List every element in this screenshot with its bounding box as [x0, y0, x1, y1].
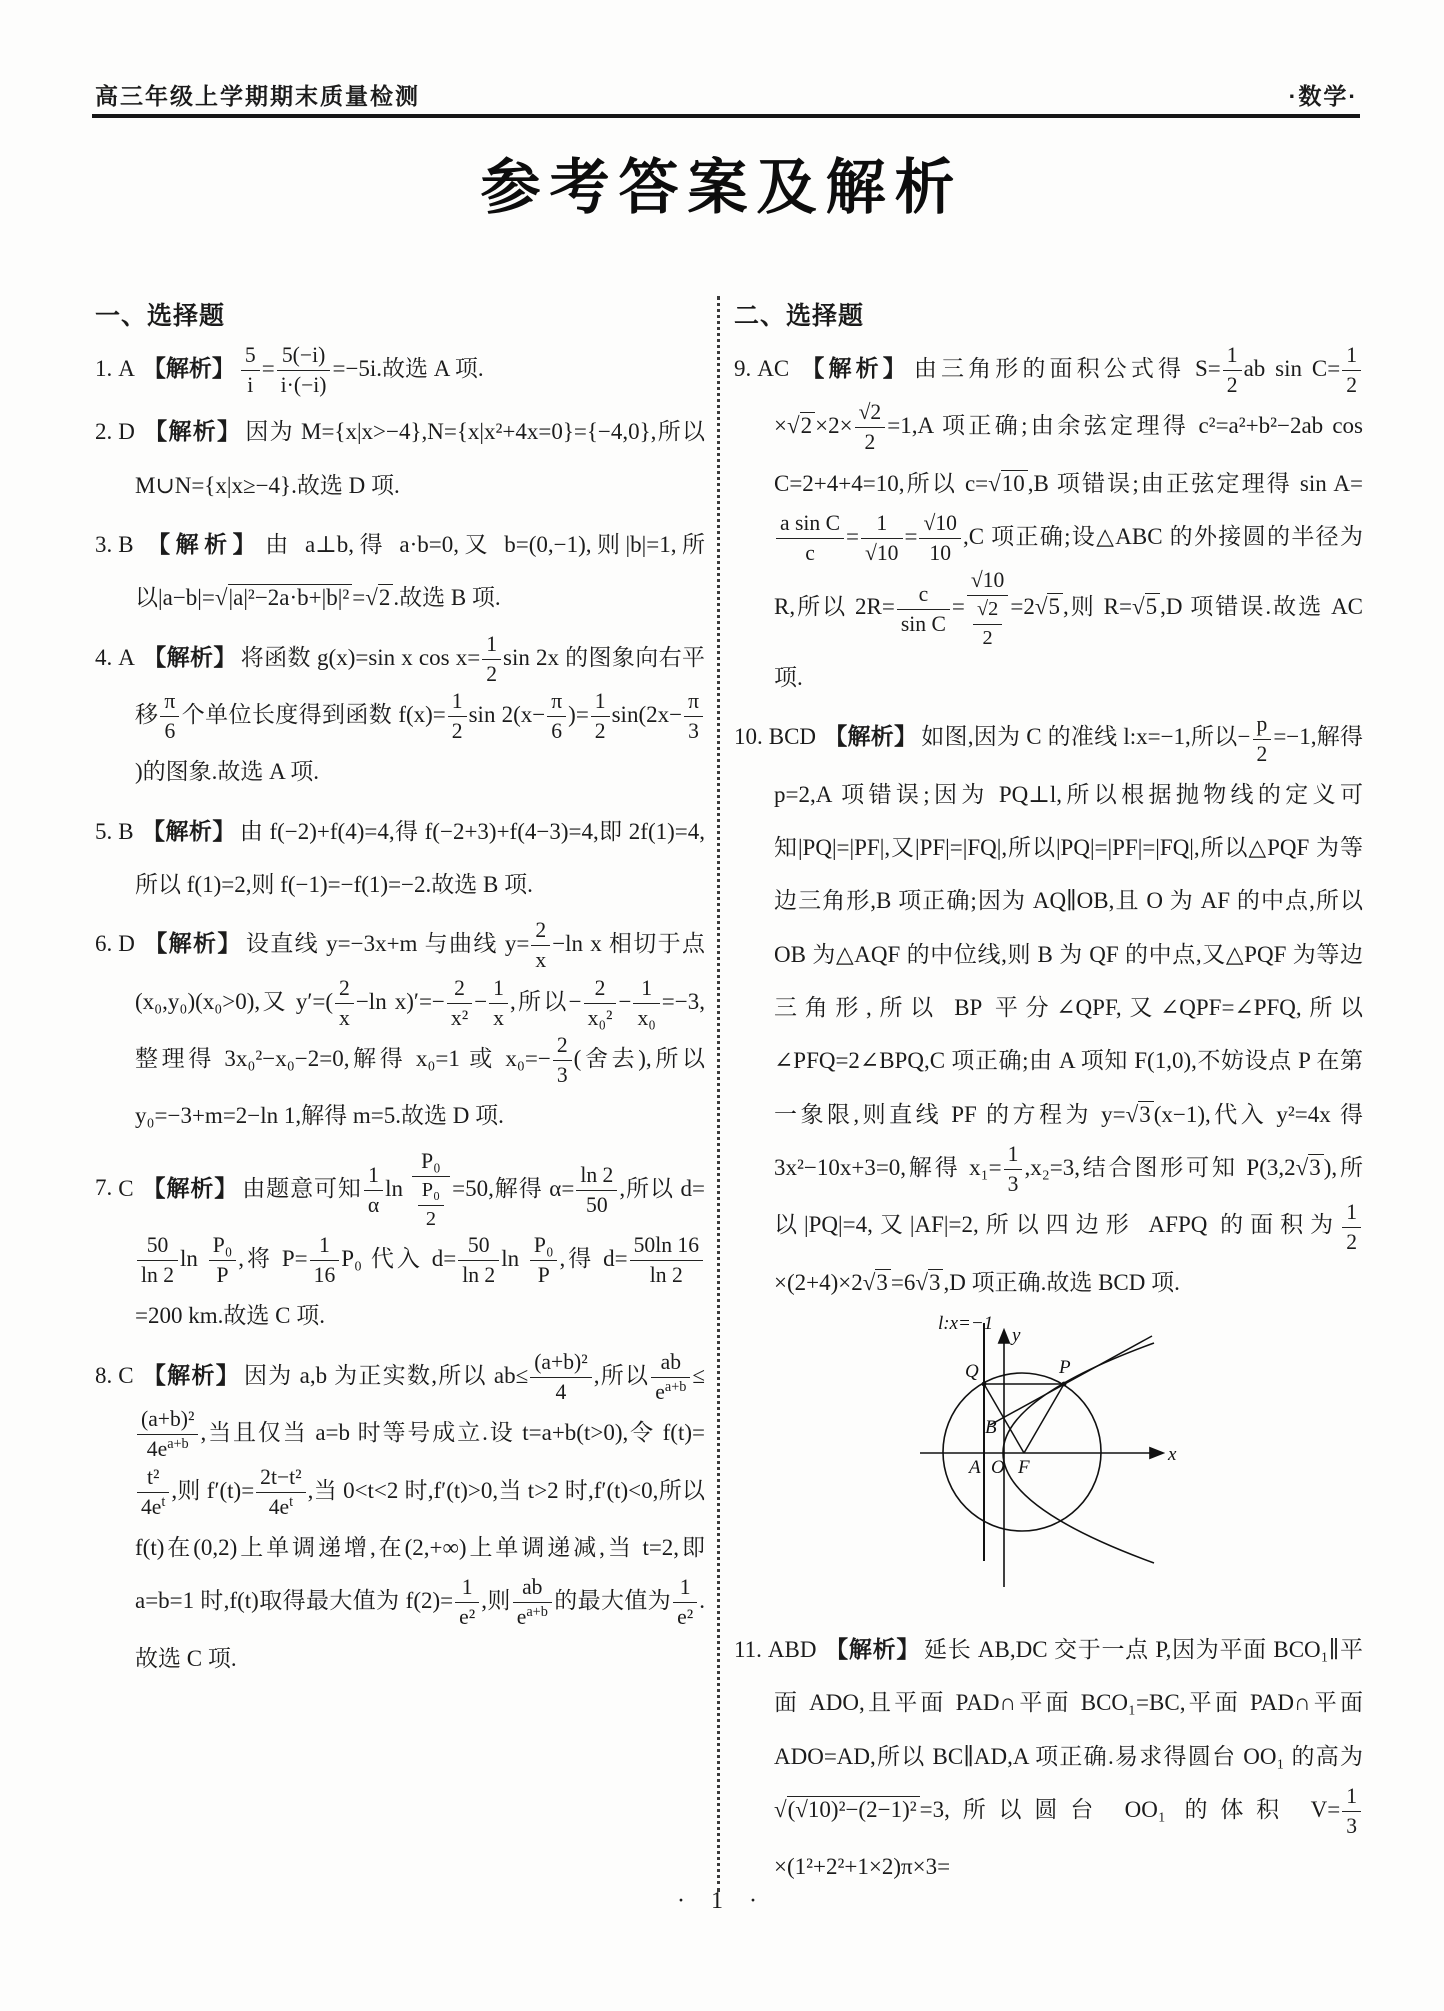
item-body: 因为 M={x|x>−4},N={x|x²+4x=0}={−4,0},所以 M∪N={x|x≥−4}.故选 D 项. [135, 419, 706, 498]
item-answer: D [118, 931, 135, 957]
solution-item-8 [95, 1349, 705, 1685]
content-columns [95, 296, 1363, 1892]
y-axis-label: y [1012, 1324, 1021, 1346]
parabola-figure-svg [862, 1315, 1332, 1615]
analysis-tag: 【解析】 [824, 1635, 921, 1662]
analysis-tag: 【解析】 [142, 355, 235, 381]
point-label-O: O [991, 1456, 1005, 1478]
item-body: 由三角形的面积公式得 S= $\frac{1}{2}$ ab sin C= $\frac{1}{2}$ ×√2 ×2× $\frac{√2}{2}$ =1,A 项正确;由余弦定理得 c²=a²+b²−2ab cos C=2+4+4=10,所以 c=√10 ,B 项错误;由正弦定理得 sin A= $\frac{\text{a sin C}}{c}$ = $\frac{1}{√10}$ = $\frac{√10}{10}$ ,C 项正确;设△ABC 的外接圆的半径为 R,所以 2R= $\frac{c}{\text{sin C}}$ = $\frac{√10}{\frac{√2}{2}}$ =2√5 ,则 R=√5 ,D 项错误.故选 AC 项. [774, 343, 1364, 690]
analysis-tag: 【解析】 [142, 418, 242, 445]
solution-item-6 [95, 917, 705, 1142]
analysis-tag: 【解析】 [797, 355, 910, 381]
analysis-tag: 【解析】 [141, 817, 236, 844]
solution-item-9 [734, 342, 1363, 704]
section-heading-choice-1: 一、选择题 [95, 302, 226, 330]
analysis-tag: 【解析】 [142, 643, 237, 670]
header-subject: ·数学· [1288, 83, 1358, 109]
item-answer: A [118, 356, 135, 381]
point-label-P: P [1059, 1356, 1071, 1378]
item-body: 设直线 y=−3x+m 与曲线 y= $\frac{2}{x}$ −ln x 相切于点(x₀,y₀)(x₀>0),又 y′=( $\frac{2}{x}$ −ln x)′=− $\frac{2}{\text{x²}}$ − $\frac{1}{x}$ ,所以− $\frac{2}{\text{x₀²}}$ − $\frac{1}{\text{x₀}}$ =−3,整理得 3x₀²−x₀−2=0,解得 x₀=1 或 x₀=− $\frac{2}{3}$ (舍去),所以 y₀=−3+m=2−ln 1,解得 m=5.故选 D 项. [135, 918, 705, 1129]
item-body: 因为 a,b 为正实数,所以 ab≤ $\frac{\text{(a+b)²}}{4}$ ,所以 $\frac{ab}{e^{a+b}}$ ≤ $\frac{\text{(a+b)²}}{4e^{a+b}}$ ,当且仅当 a=b 时等号成立.设 t=a+b(t>0),令 f(t)= $\frac{\text{t²}}{4e^t}$ ,则 f′(t)= $\frac{\text{2t−t²}}{4e^t}$ ,当 0<t<2 时,f′(t)>0,当 t>2 时,f′(t)<0,所以 f(t)在(0,2)上单调递增,在(2,+∞)上单调递减,当 t=2,即 a=b=1 时,f(t)取得最大值为 f(2)= $\frac{1}{\text{e²}}$ ,则 $\frac{ab}{e^{a+b}}$ 的最大值为 $\frac{1}{\text{e²}}$ .故选 C 项. [135, 1349, 706, 1671]
item-body: 由题意可知 $\frac{1}{\alpha}$ ln $\frac{\text{P₀}}{\frac{\text{P₀}}{2}}$ =50,解得 α= $\frac{\ln 2}{50}$ ,所以 d= $\frac{50}{\ln 2}$ ln $\frac{\text{P₀}}{P}$ ,将 P= $\frac{1}{16}$ P₀ 代入 d= $\frac{50}{\ln 2}$ ln $\frac{\text{P₀}}{P}$ ,得 d= $\frac{50\ln 16}{\ln 2}$ =200 km.故选 C 项. [135, 1149, 706, 1329]
item-number: 4. [95, 644, 113, 670]
solution-item-5 [95, 805, 705, 912]
solution-item-1 [95, 342, 705, 399]
x-axis-label: x [1168, 1443, 1177, 1465]
point-Q [982, 1382, 987, 1387]
page-title: 参考答案及解析 [480, 154, 964, 221]
item-number: 10. [734, 724, 763, 750]
item-answer: AC [757, 356, 790, 381]
point-label-A: A [969, 1456, 981, 1478]
point-label-F: F [1018, 1456, 1030, 1478]
item-number: 9. [734, 356, 752, 381]
left-column [95, 296, 705, 1892]
item-number: 1. [95, 356, 113, 381]
analysis-tag: 【解析】 [141, 1174, 239, 1201]
item-answer: D [118, 419, 135, 445]
column-divider [717, 296, 720, 1892]
item-body: 如图,因为 C 的准线 l:x=−1,所以− $\frac{p}{2}$ =−1,解得 p=2,A 项错误;因为 PQ⊥l,所以根据抛物线的定义可知|PQ|=|PF|,又|PF|=|FQ|,所以|PQ|=|PF|=|FQ|,所以△PQF 为等边三角形,B 项正确;因为 AQ∥OB,且 O 为 AF 的中点,所以 OB 为△AQF 的中位线,则 B 为 QF 的中点,又△PQF 为等边三角形,所以 BP 平分∠QPF,又∠QPF=∠PFQ,所以∠PFQ=2∠BPQ,C 项正确;由 A 项知 F(1,0),不妨设点 P 在第一象限,则直线 PF 的方程为 y=√3 (x−1),代入 y²=4x 得 3x²−10x+3=0,解得 x₁= $\frac{1}{3}$ ,x₂=3,结合图形可知 P(3,2√3 ),所以|PQ|=4,又|AF|=2,所以四边形 AFPQ 的面积为 $\frac{1}{2}$ ×(2+4)×2√3 =6√3 ,D 项正确.故选 BCD 项. [774, 711, 1363, 1295]
item-body: 延长 AB,DC 交于一点 P,因为平面 BCO₁∥平面 ADO,且平面 PAD∩平面 BCO₁=BC,平面 PAD∩平面 ADO=AD,所以 BC∥AD,A 项正确.易求得圆台 OO₁ 的高为√(√10)²−(2−1)² =3,所以圆台 OO₁ 的体积 V= $\frac{1}{3}$ ×(1²+2²+1×2)π×3= [774, 1636, 1364, 1880]
analysis-tag: 【解析】 [142, 930, 242, 957]
item-answer: B [118, 818, 134, 844]
item-body: 由 f(−2)+f(4)=4,得 f(−2+3)+f(4−3)=4,即 2f(1)=4,所以 f(1)=2,则 f(−1)=−f(1)=−2.故选 B 项. [135, 818, 705, 897]
page-header [95, 78, 1358, 111]
item-number: 8. [95, 1362, 113, 1388]
header-exam-name: 高三年级上学期期末质量检测 [95, 83, 420, 109]
item-number: 3. [95, 531, 113, 557]
analysis-tag: 【解析】 [141, 1361, 241, 1388]
item-answer: C [118, 1362, 134, 1388]
segment-PF [1024, 1384, 1064, 1453]
header-rule [92, 114, 1360, 118]
point-label-B: B [985, 1416, 997, 1438]
solution-item-4 [95, 631, 705, 799]
solution-item-7 [95, 1148, 705, 1342]
item-answer: B [118, 531, 134, 557]
solution-item-2 [95, 405, 705, 512]
page-footer [0, 1888, 1444, 1915]
item-answer: ABD [767, 1636, 817, 1662]
point-label-Q: Q [965, 1360, 979, 1382]
item-body: 将函数 g(x)=sin x cos x= $\frac{1}{2}$ sin 2x 的图象向右平移 $\frac{\pi}{6}$ 个单位长度得到函数 f(x)= $\frac{1}{2}$ sin 2(x− $\frac{\pi}{6}$ )= $\frac{1}{2}$ sin(2x− $\frac{\pi}{3}$ )的图象.故选 A 项. [135, 631, 706, 785]
point-P [1062, 1382, 1067, 1387]
item-number: 2. [95, 419, 113, 445]
solution-item-10 [734, 710, 1363, 1309]
parabola-figure [862, 1315, 1332, 1615]
solution-item-11 [734, 1623, 1363, 1894]
right-column [734, 296, 1363, 1892]
item-body: $\frac{5}{i}$ = $\frac{5(-i)}{i\cdot(-i)}$ =−5i.故选 A 项. [239, 356, 484, 381]
section-heading-choice-2: 二、选择题 [734, 302, 865, 330]
analysis-tag: 【解析】 [824, 723, 918, 750]
item-number: 5. [95, 818, 113, 844]
item-number: 7. [95, 1175, 113, 1201]
item-answer: C [118, 1175, 134, 1201]
line-PB [990, 1336, 1152, 1425]
solution-item-3 [95, 518, 705, 625]
item-answer: BCD [768, 724, 817, 750]
item-number: 11. [734, 1636, 762, 1662]
page-number: · 1 · [677, 1888, 767, 1914]
item-number: 6. [95, 931, 113, 957]
analysis-tag: 【解析】 [141, 530, 262, 557]
directrix-label: l:x=−1 [938, 1314, 994, 1334]
item-answer: A [118, 644, 135, 670]
item-body: 由 a⊥b,得 a·b=0,又 b=(0,−1),则|b|=1,所以|a−b|=√|a|²−2a·b+|b|² =√2 .故选 B 项. [135, 531, 705, 611]
circle [943, 1373, 1101, 1531]
